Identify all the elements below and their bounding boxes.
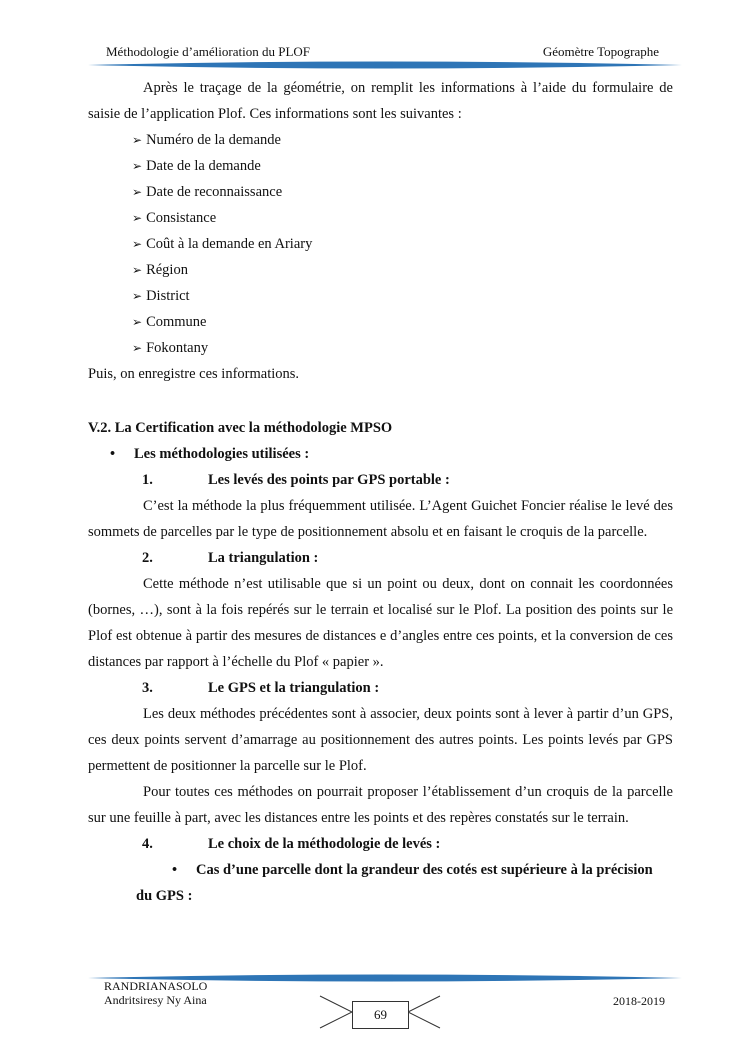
list-item: ➢ District [132,288,190,304]
arrow-bullet-icon: ➢ [132,133,143,147]
arrow-bullet-icon: ➢ [132,341,143,355]
case-heading: • Cas d’une parcelle dont la grandeur des cotés est supérieure à la précision [88,857,673,883]
form-fields-list [88,127,673,361]
outro-paragraph: Puis, on enregistre ces informations. [88,366,300,382]
list-item: ➢ Date de la demande [132,158,261,174]
list-item: ➢ Région [132,262,188,278]
header-title-left: Méthodologie d’amélioration du PLOF [106,44,311,59]
arrow-bullet-icon: ➢ [132,185,143,199]
method-paragraph-4: Pour toutes ces méthodes on pourrait proposer l’établissement d’un croquis de la parcelle sur une feuille à part, avec les distances entre les points et des repères constatés sur le terrain. [88,784,673,826]
list-item: ➢ Numéro de la demande [132,132,281,148]
footer-author: RANDRIANASOLO Andritsiresy Ny Aina [104,979,208,1007]
arrow-bullet-icon: ➢ [132,237,143,251]
method-heading-1: 1. Les levés des points par GPS portable : [142,472,450,488]
method-paragraph-3: Les deux méthodes précédentes sont à associer, deux points sont à lever à partir d’un GPS, ces deux points servent d’amarrage au positionnement des autres points. Les points levés par GPS permettent de positionner la parcelle sur le Plof. [88,706,673,774]
arrow-bullet-icon: ➢ [132,211,143,225]
list-item: ➢ Fokontany [132,340,209,356]
list-item: ➢ Commune [132,314,207,330]
arrow-bullet-icon: ➢ [132,289,143,303]
arrow-bullet-icon: ➢ [132,159,143,173]
intro-paragraph: Après le traçage de la géométrie, on remplit les informations à l’aide du formulaire de saisie de l’application Plof. Ces informations sont les suivantes : [88,80,673,122]
header-title-right: Géomètre Topographe [542,44,659,59]
method-paragraph-1: C’est la méthode la plus fréquemment utilisée. L’Agent Guichet Foncier réalise le levé des sommets de parcelles par le type de positionnement absolu et en faisant le croquis de la parcelle. [88,498,673,540]
method-heading-4: 4. Le choix de la méthodologie de levés : [142,836,441,852]
arrow-bullet-icon: ➢ [132,263,143,277]
bullet-dot-icon: • [172,862,178,878]
case-heading-continued: du GPS : [136,888,193,904]
section-title: V.2. La Certification avec la méthodologie MPSO [88,420,393,436]
method-paragraph-2: Cette méthode n’est utilisable que si un point ou deux, dont on connait les coordonnées (bornes, …), sont à la fois repérés sur le terrain et localisé sur le Plof. La position des points sur le Plof est obtenue à partir des mesures de distances e d’angles entre ces points, et la conversion de ces distances par rapport à l’échelle du Plof « papier ». [88,576,673,670]
method-heading-3: 3. Le GPS et la triangulation : [142,680,380,696]
footer-year: 2018-2019 [613,994,665,1008]
page-body [88,75,673,909]
methods-heading: • Les méthodologies utilisées : [88,441,673,467]
list-item: ➢ Consistance [132,210,217,226]
page-number: 69 [352,1001,409,1029]
header-rule [88,59,682,71]
arrow-bullet-icon: ➢ [132,315,143,329]
bullet-dot-icon: • [110,446,116,462]
method-heading-2: 2. La triangulation : [142,550,319,566]
list-item: ➢ Date de reconnaissance [132,184,283,200]
list-item: ➢ Coût à la demande en Ariary [132,236,313,252]
